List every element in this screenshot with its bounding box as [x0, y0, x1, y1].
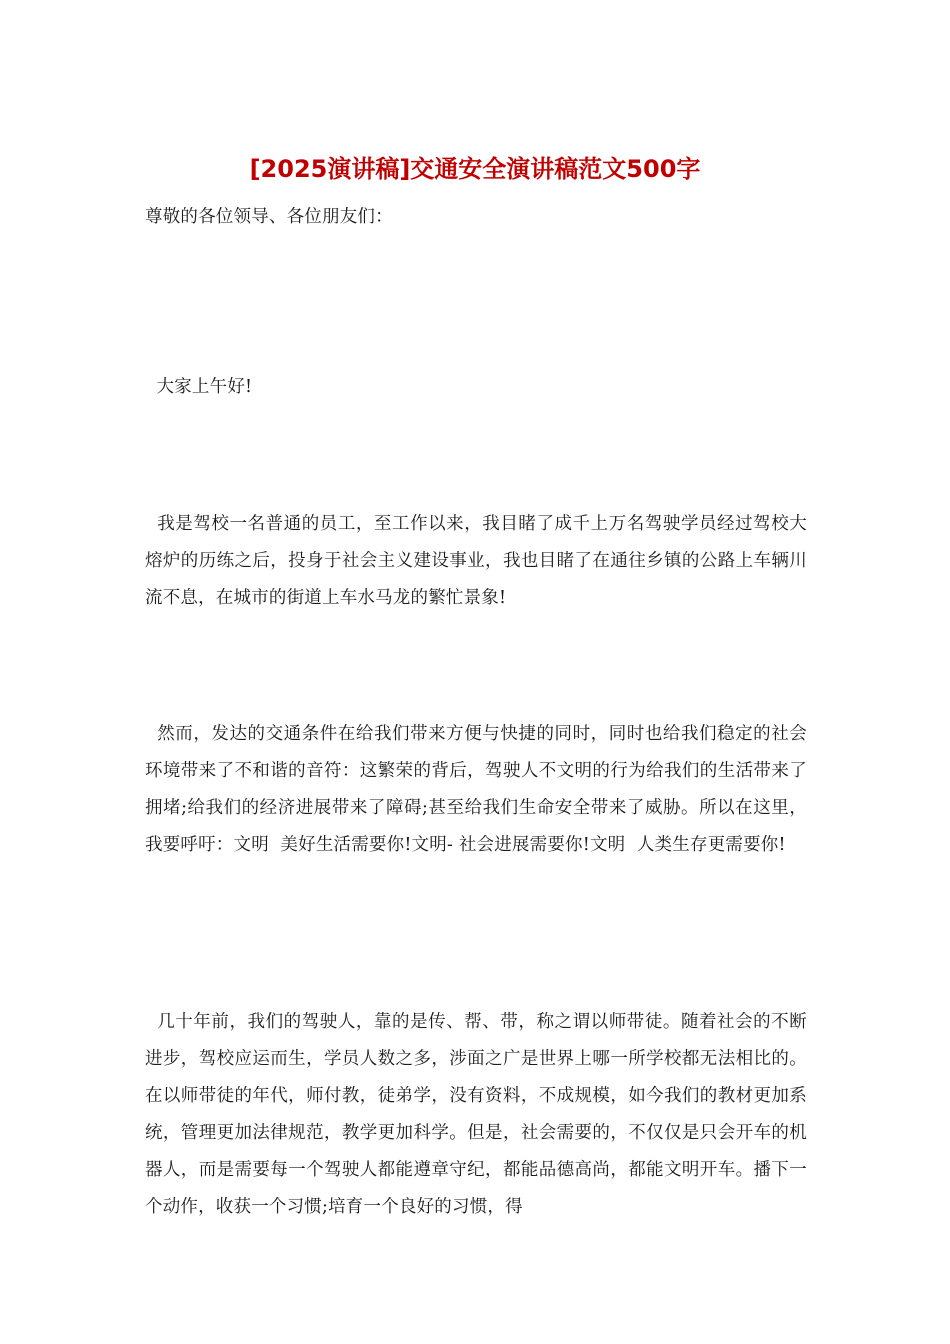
paragraph-2: 我是驾校一名普通的员工，至工作以来，我目睹了成千上万名驾驶学员经过驾校大熔炉的历练之后，投身于社会主义建设事业，我也目睹了在通往乡镇的公路上车辆川流不息，在城市的街道上车水马龙的繁忙景象!	[145, 514, 807, 608]
document-title: [2025演讲稿]交通安全演讲稿范文500字	[249, 155, 701, 183]
greeting-line: 尊敬的各位领导、各位朋友们：	[145, 207, 393, 227]
paragraph-3: 然而，发达的交通条件在给我们带来方便与快捷的同时，同时也给我们稳定的社会环境带来了不和谐的音符：这繁荣的背后，驾驶人不文明的行为给我们的生活带来了拥堵;给我们的经济进展带来了障碍;甚至给我们生命安全带来了威胁。所以在这里，我要呼吁：文明 美好生活需要你!文明- 社会进展需要你!文明 人类生存更需要你!	[145, 724, 807, 855]
paragraph-1: 大家上午好!	[145, 377, 253, 397]
paragraph-4: 几十年前，我们的驾驶人，靠的是传、帮、带，称之谓以师带徒。随着社会的不断进步，驾校应运而生，学员人数之多，涉面之广是世界上哪一所学校都无法相比的。在以师带徒的年代，师付教，徒弟学，没有资料，不成规模，如今我们的教材更加系统，管理更加法律规范，教学更加科学。但是，社会需要的，不仅仅是只会开车的机器人，而是需要每一个驾驶人都能遵章守纪，都能品德高尚，都能文明开车。播下一个动作，收获一个习惯;培育一个良好的习惯，得	[145, 1012, 807, 1217]
